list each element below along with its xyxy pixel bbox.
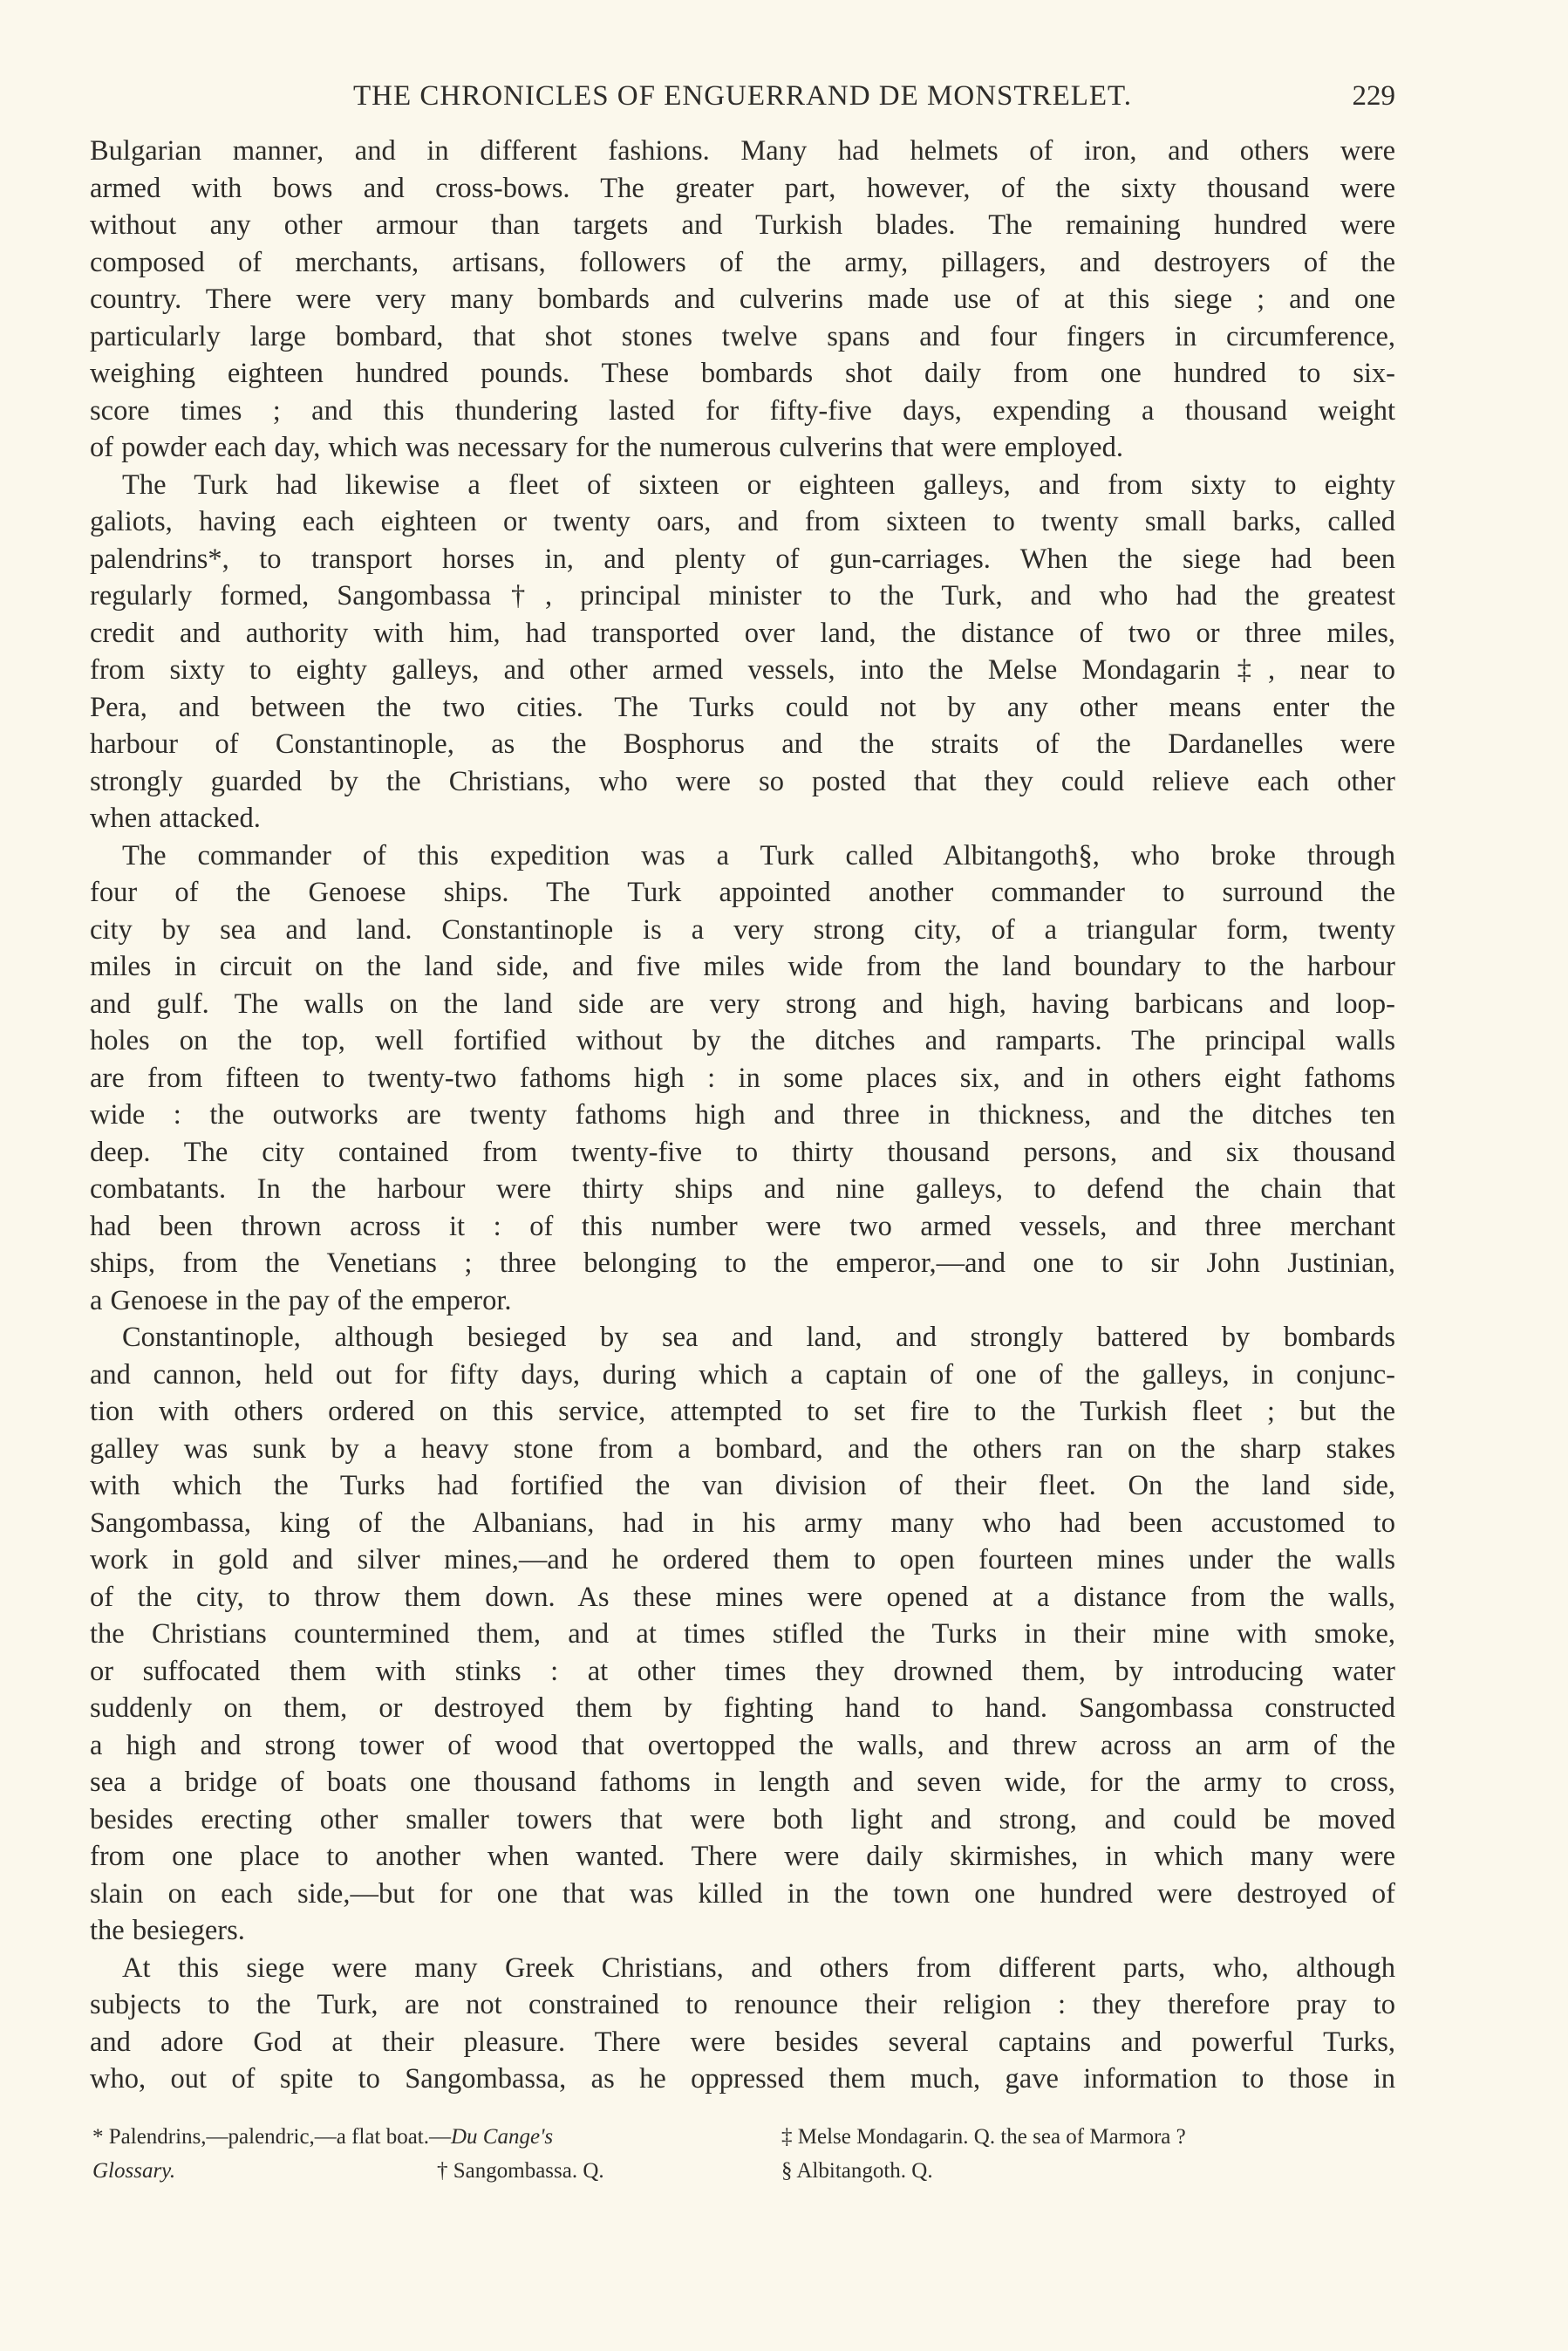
text-line: At this siege were many Greek Christians, and others from different parts, who, although	[122, 1951, 1395, 1984]
text-line: a Genoese in the pay of the emperor.	[90, 1284, 512, 1316]
paragraph	[90, 1950, 1395, 2098]
text-line: galley was sunk by a heavy stone from a bombard, and the others ran on the sharp stakes	[90, 1432, 1395, 1465]
footnotes-left-column	[92, 2120, 738, 2188]
text-line: palendrins*, to transport horses in, and plenty of gun-carriages. When the siege had been	[90, 543, 1395, 575]
text-line: sea a bridge of boats one thousand fathoms in length and seven wide, for the army to cross,	[90, 1767, 1395, 1798]
text-line: combatants. In the harbour were thirty ships and nine galleys, to defend the chain that	[90, 1173, 1395, 1205]
text-line: credit and authority with him, had transported over land, the distance of two or three miles,	[90, 617, 1395, 649]
text-line: weighing eighteen hundred pounds. These bombards shot daily from one hundred to six-	[90, 358, 1395, 389]
text-line: four of the Genoese ships. The Turk appointed another commander to surround the	[90, 877, 1395, 908]
text-line: deep. The city contained from twenty-five to thirty thousand persons, and six thousand	[90, 1136, 1395, 1168]
text-line: from one place to another when wanted. There were daily skirmishes, in which many were	[90, 1841, 1395, 1872]
footnote-albitangoth: § Albitangoth. Q.	[781, 2159, 933, 2183]
text-line: suddenly on them, or destroyed them by fighting hand to hand. Sangombassa constructed	[90, 1692, 1395, 1724]
text-line: The commander of this expedition was a Turk called Albitangoth§, who broke through	[122, 839, 1395, 871]
body-text	[90, 133, 1395, 2098]
footnote-sangombassa: † Sangombassa. Q.	[437, 2159, 604, 2183]
footnote-row	[92, 2154, 738, 2188]
text-line: of powder each day, which was necessary for the numerous culverins that were employed.	[90, 432, 1123, 463]
text-line: country. There were very many bombards and culverins made use of at this siege ; and one	[90, 284, 1395, 315]
text-line: and adore God at their pleasure. There were besides several captains and powerful Turks,	[90, 2026, 1395, 2058]
text-line: tion with others ordered on this service, attempted to set fire to the Turkish fleet ; but the	[90, 1396, 1395, 1427]
text-line: The Turk had likewise a fleet of sixteen or eighteen galleys, and from sixty to eighty	[122, 468, 1395, 501]
text-line: particularly large bombard, that shot stones twelve spans and four fingers in circumference,	[90, 320, 1395, 352]
text-line: harbour of Constantinople, as the Bosphorus and the straits of the Dardanelles were	[90, 728, 1395, 760]
text-line: and gulf. The walls on the land side are very strong and high, having barbicans and loop-	[90, 988, 1395, 1020]
text-line: Pera, and between the two cities. The Turks could not by any other means enter the	[90, 691, 1395, 723]
page-number: 229	[1352, 80, 1395, 112]
footnote-palendrins	[92, 2120, 738, 2154]
text-line: without any other armour than targets and Turkish blades. The remaining hundred were	[90, 209, 1395, 241]
text-line: score times ; and this thundering lasted for fifty-five days, expending a thousand weight	[90, 394, 1395, 427]
footnote-melse-mondagarin: ‡ Melse Mondagarin. Q. the sea of Marmora ?	[781, 2125, 1186, 2149]
text-line: miles in circuit on the land side, and five miles wide from the land boundary to the harbour	[90, 951, 1395, 982]
text-line: when attacked.	[90, 803, 261, 834]
text-line: a high and strong tower of wood that overtopped the walls, and threw across an arm of the	[90, 1729, 1395, 1761]
text-line: work in gold and silver mines,—and he ordered them to open fourteen mines under the walls	[90, 1544, 1395, 1575]
text-line: of the city, to throw them down. As these mines were opened at a distance from the walls,	[90, 1581, 1395, 1613]
footnote-source: Du Cange's	[451, 2125, 554, 2149]
text-line: wide : the outworks are twenty fathoms high and three in thickness, and the ditches ten	[90, 1099, 1395, 1131]
text-line: armed with bows and cross-bows. The greater part, however, of the sixty thousand were	[90, 172, 1395, 204]
running-head	[90, 80, 1395, 119]
text-line: the Christians countermined them, and at times stifled the Turks in their mine with smoke,	[90, 1618, 1395, 1650]
text-line: strongly guarded by the Christians, who were so posted that they could relieve each other	[90, 765, 1395, 797]
text-line: ships, from the Venetians ; three belonging to the emperor,—and one to sir John Justinian,	[90, 1247, 1395, 1279]
text-line: and cannon, held out for fifty days, during which a captain of one of the galleys, in conjunc-	[90, 1358, 1395, 1391]
paragraph	[90, 1319, 1395, 1950]
text-line: had been thrown across it : of this number were two armed vessels, and three merchant	[90, 1210, 1395, 1242]
text-line: or suffocated them with stinks : at other times they drowned them, by introducing water	[90, 1655, 1395, 1687]
text-line: are from fifteen to twenty-two fathoms high : in some places six, and in others eight fathoms	[90, 1062, 1395, 1094]
text-line: holes on the top, well fortified without by the ditches and ramparts. The principal walls	[90, 1025, 1395, 1056]
text-line: subjects to the Turk, are not constrained to renounce their religion : they therefore pray to	[90, 1989, 1395, 2020]
text-line: Sangombassa, king of the Albanians, had in his army many who had been accustomed to	[90, 1507, 1395, 1539]
text-line: Constantinople, although besieged by sea and land, and strongly battered by bombards	[122, 1322, 1395, 1353]
text-line: slain on each side,—but for one that was killed in the town one hundred were destroyed of	[90, 1877, 1395, 1910]
text-line: the besiegers.	[90, 1915, 245, 1946]
text-line: city by sea and land. Constantinople is a very strong city, of a triangular form, twenty	[90, 913, 1395, 946]
text-line: galiots, having each eighteen or twenty oars, and from sixteen to twenty small barks, called	[90, 506, 1395, 537]
text-line: composed of merchants, artisans, followers of the army, pillagers, and destroyers of the	[90, 246, 1395, 278]
paragraph	[90, 467, 1395, 837]
footnotes-right-column	[781, 2120, 1392, 2188]
text-line: besides erecting other smaller towers that were both light and strong, and could be moved	[90, 1803, 1395, 1835]
text-line: who, out of spite to Sangombassa, as he oppressed them much, gave information to those in	[90, 2063, 1395, 2095]
footnote-source-cont: Glossary.	[92, 2159, 176, 2183]
paragraph	[90, 837, 1395, 1320]
text-line: from sixty to eighty galleys, and other armed vessels, into the Melse Mondagarin‡, near to	[90, 654, 1395, 686]
running-title: THE CHRONICLES OF ENGUERRAND DE MONSTRELET.	[352, 80, 1133, 112]
text-line: with which the Turks had fortified the van division of their fleet. On the land side,	[90, 1470, 1395, 1501]
text-line: Bulgarian manner, and in different fashions. Many had helmets of iron, and others were	[90, 135, 1395, 167]
paragraph	[90, 133, 1395, 467]
text-line: regularly formed, Sangombassa†, principal minister to the Turk, and who had the greatest	[90, 580, 1395, 612]
footnote-text: * Palendrins,—palendric,—a flat boat.—	[92, 2125, 451, 2149]
